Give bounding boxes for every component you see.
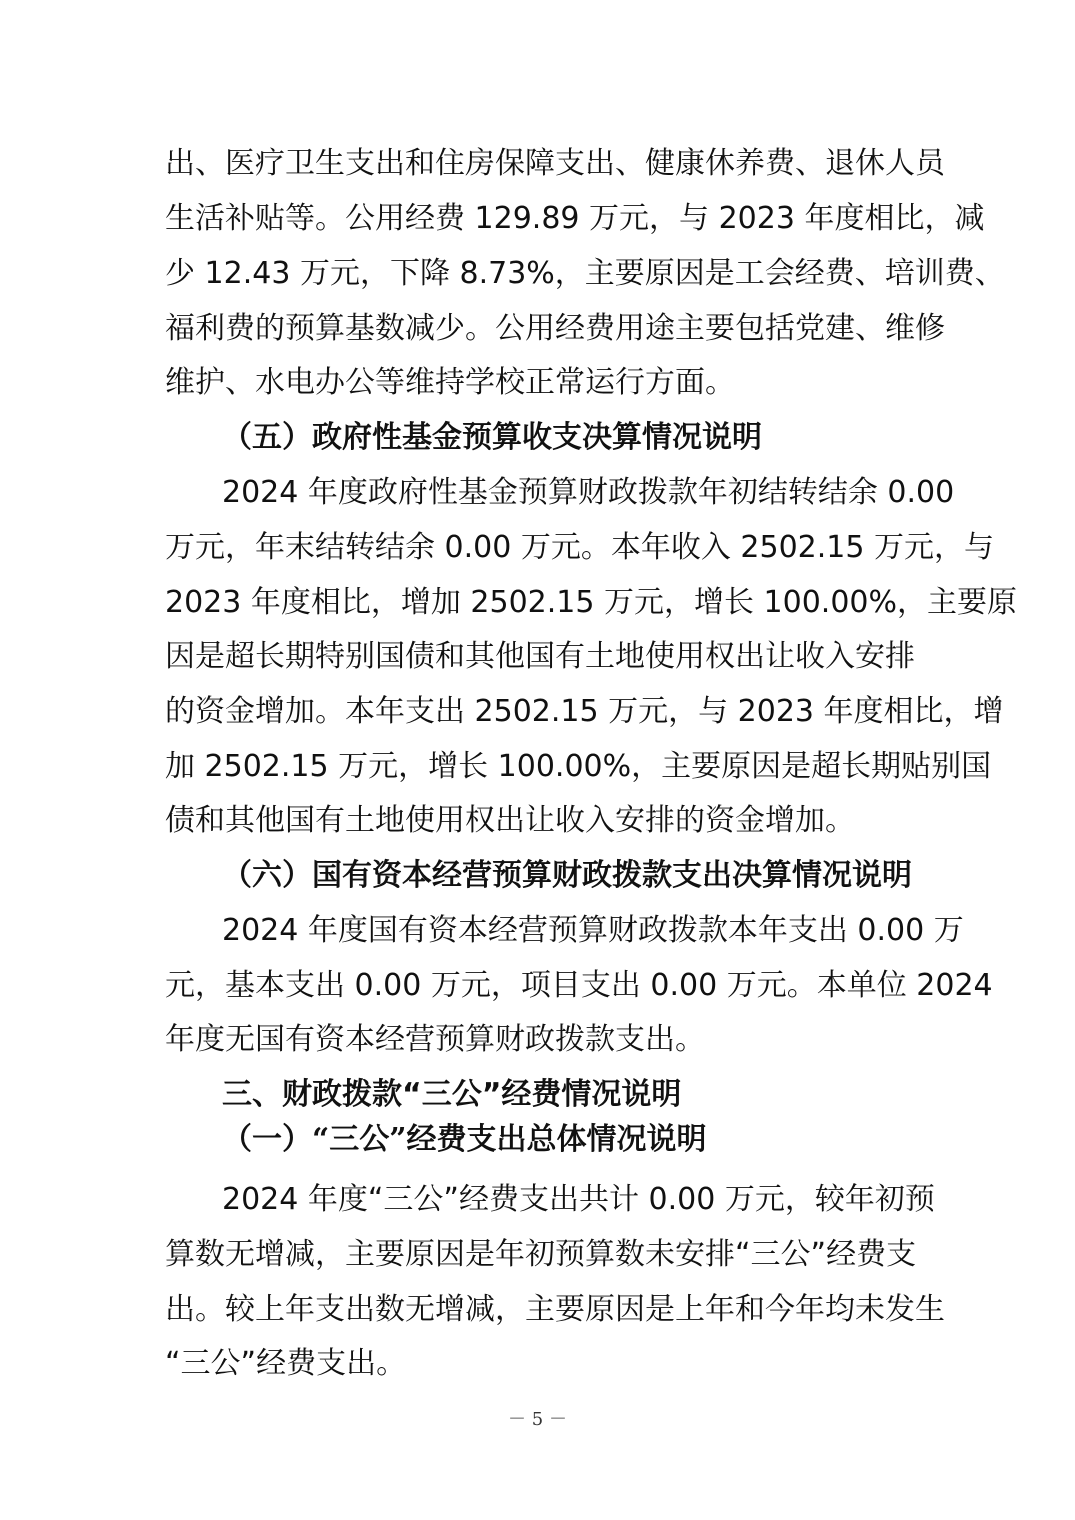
page-number: － 5 － bbox=[508, 1409, 567, 1430]
paragraph-4-line-3: 出。较上年支出数无增减，主要原因是上年和今年均未发生 bbox=[165, 1292, 945, 1327]
paragraph-4-line-4: “三公”经费支出。 bbox=[165, 1346, 407, 1381]
paragraph-3-line-2: 元，基本支出 0.00 万元，项目支出 0.00 万元。本单位 2024 bbox=[165, 968, 993, 1003]
paragraph-2-line-2: 万元，年末结转结余 0.00 万元。本年收入 2502.15 万元，与 bbox=[165, 530, 994, 565]
paragraph-1-line-5: 维护、水电办公等维持学校正常运行方面。 bbox=[165, 365, 735, 400]
heading-section-6: （六）国有资本经营预算财政拨款支出决算情况说明 bbox=[222, 858, 912, 893]
paragraph-1-line-4: 福利费的预算基数减少。公用经费用途主要包括党建、维修 bbox=[165, 311, 945, 346]
paragraph-2-line-5: 的资金增加。本年支出 2502.15 万元，与 2023 年度相比，增 bbox=[165, 694, 1004, 729]
paragraph-2-line-4: 因是超长期特别国债和其他国有土地使用权出让收入安排 bbox=[165, 639, 915, 674]
heading-section-5: （五）政府性基金预算收支决算情况说明 bbox=[222, 420, 762, 455]
paragraph-3-line-3: 年度无国有资本经营预算财政拨款支出。 bbox=[165, 1022, 705, 1057]
paragraph-4-line-1: 2024 年度“三公”经费支出共计 0.00 万元，较年初预 bbox=[222, 1182, 935, 1217]
paragraph-4-line-2: 算数无增减，主要原因是年初预算数未安排“三公”经费支 bbox=[165, 1237, 917, 1272]
paragraph-2-line-3: 2023 年度相比，增加 2502.15 万元，增长 100.00%，主要原 bbox=[165, 585, 1018, 620]
paragraph-1-line-3: 少 12.43 万元，下降 8.73%，主要原因是工会经费、培训费、 bbox=[165, 256, 1005, 291]
paragraph-1-line-2: 生活补贴等。公用经费 129.89 万元，与 2023 年度相比，减 bbox=[165, 201, 985, 236]
heading-section-3: 三、财政拨款“三公”经费情况说明 bbox=[222, 1077, 682, 1112]
paragraph-2-line-7: 债和其他国有土地使用权出让收入安排的资金增加。 bbox=[165, 803, 855, 838]
subheading-three-public-expenses: （一）“三公”经费支出总体情况说明 bbox=[222, 1122, 707, 1157]
paragraph-2-line-6: 加 2502.15 万元，增长 100.00%，主要原因是超长期贴别国 bbox=[165, 749, 992, 784]
paragraph-2-line-1: 2024 年度政府性基金预算财政拨款年初结转结余 0.00 bbox=[222, 475, 955, 510]
paragraph-3-line-1: 2024 年度国有资本经营预算财政拨款本年支出 0.00 万 bbox=[222, 913, 964, 948]
paragraph-1-line-1: 出、医疗卫生支出和住房保障支出、健康休养费、退休人员 bbox=[165, 146, 945, 181]
